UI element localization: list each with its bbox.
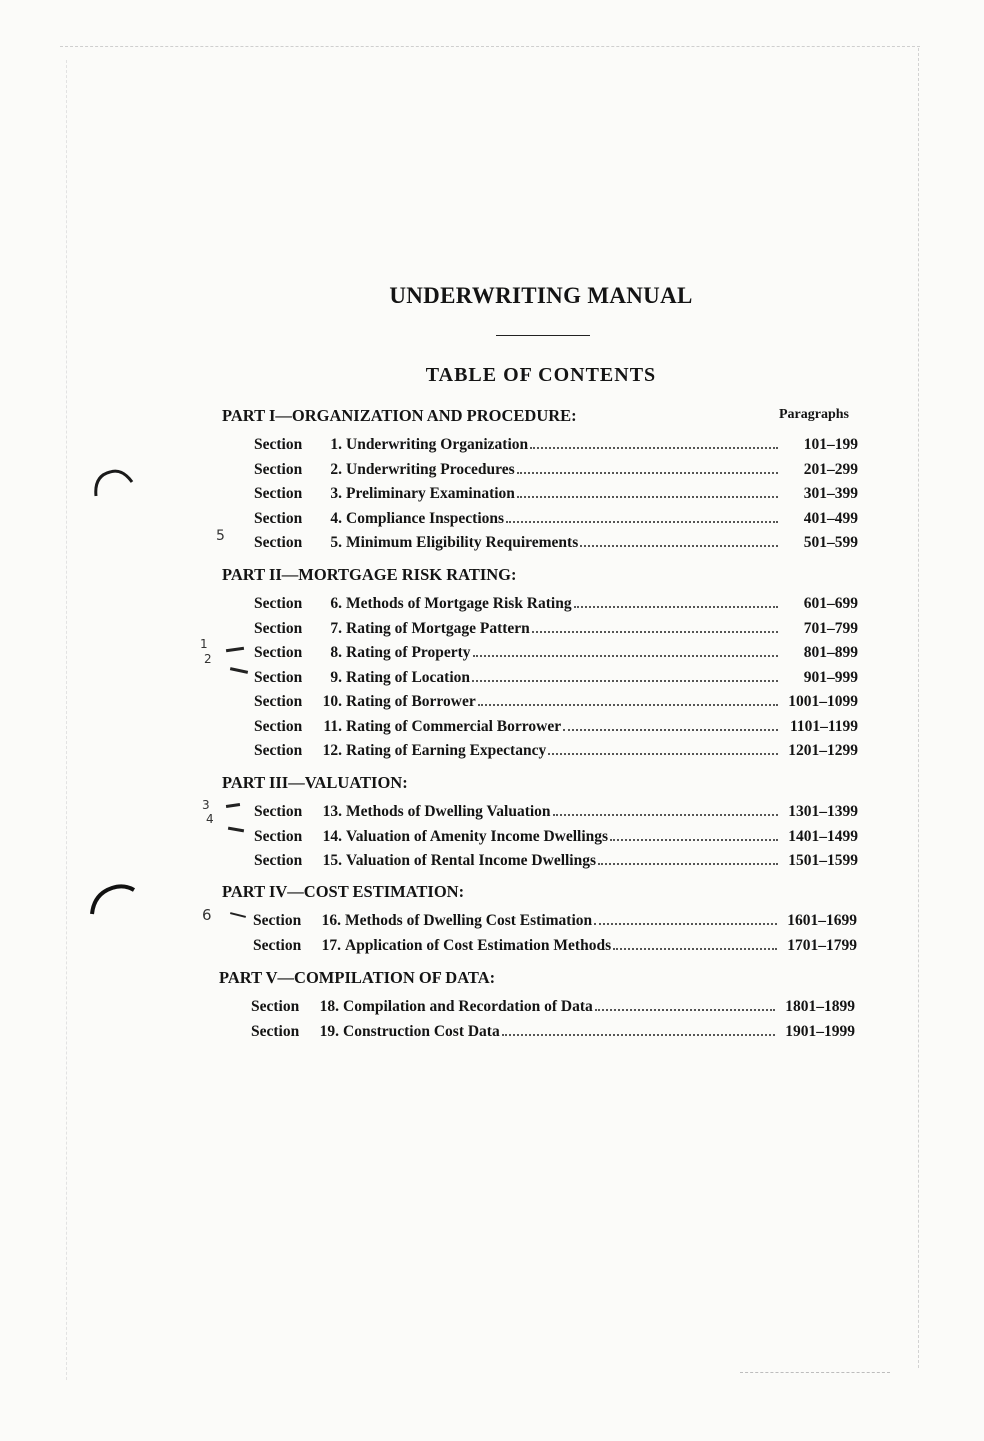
- toc-section-row: [253, 912, 857, 932]
- section-title: Construction Cost Data: [343, 1022, 500, 1040]
- section-title: Application of Cost Estimation Methods: [345, 936, 612, 954]
- section-title: Compliance Inspections: [346, 509, 505, 527]
- margin-note: 4: [206, 812, 214, 826]
- paragraph-range: 1801–1899: [785, 998, 855, 1015]
- dot-leader: [472, 679, 778, 682]
- section-title: Valuation of Amenity Income Dwellings: [346, 827, 609, 845]
- paragraph-range: 101–199: [803, 436, 858, 453]
- dot-leader: [548, 752, 778, 755]
- section-number: 9.: [330, 668, 342, 686]
- margin-note: 6: [202, 906, 212, 924]
- section-word: Section: [254, 717, 303, 735]
- dot-leader: [478, 703, 778, 706]
- paragraph-range: 1201–1299: [788, 742, 858, 759]
- section-title: Rating of Earning Expectancy: [346, 742, 547, 759]
- section-word: Section: [254, 827, 303, 845]
- section-word: Section: [254, 619, 303, 637]
- section-title: Methods of Dwelling Cost Estimation: [345, 912, 593, 929]
- section-number: 8.: [330, 644, 342, 661]
- section-word: Section: [254, 485, 303, 502]
- toc-section-row: [254, 620, 858, 640]
- dot-leader: [610, 838, 778, 841]
- section-word: Section: [254, 852, 303, 869]
- page-edge-top: [60, 46, 920, 47]
- dot-leader: [580, 544, 778, 547]
- section-word: Section: [254, 742, 303, 759]
- section-word: Section: [254, 534, 303, 551]
- margin-note: 5: [216, 528, 225, 544]
- section-number: 4.: [330, 509, 342, 527]
- dot-leader: [506, 520, 778, 523]
- toc-section-row: [254, 803, 858, 823]
- check-mark: [228, 827, 244, 833]
- paragraph-range: 301–399: [803, 485, 858, 502]
- paragraph-range: 1001–1099: [788, 693, 858, 710]
- section-number: 17.: [321, 936, 341, 954]
- toc-section-row: [254, 485, 858, 505]
- toc-part-heading: PART II—MORTGAGE RISK RATING:: [222, 565, 517, 584]
- toc-section-row: [251, 1023, 855, 1043]
- section-word: Section: [254, 644, 303, 661]
- section-title: Underwriting Procedures: [346, 460, 515, 478]
- dot-leader: [532, 630, 778, 633]
- toc-section-row: [254, 669, 858, 689]
- toc-section-row: [254, 436, 858, 456]
- toc-section-row: [254, 718, 858, 738]
- section-title: Preliminary Examination: [346, 485, 515, 502]
- section-number: 11.: [323, 717, 342, 735]
- section-title: Valuation of Rental Income Dwellings: [346, 852, 597, 869]
- toc-section-row: [254, 461, 858, 481]
- section-number: 13.: [322, 803, 342, 820]
- section-word: Section: [251, 998, 300, 1015]
- toc-section-row: [251, 998, 855, 1018]
- toc-section-row: [253, 937, 857, 957]
- toc-heading: TABLE OF CONTENTS: [425, 364, 657, 386]
- section-number: 5.: [330, 534, 342, 551]
- paragraph-range: 1601–1699: [787, 912, 857, 929]
- toc-part-heading: PART V—COMPILATION OF DATA:: [219, 968, 496, 987]
- toc-section-row: [254, 742, 858, 762]
- paragraphs-column-header: Paragraphs: [779, 407, 849, 422]
- paragraph-range: 601–699: [803, 595, 858, 612]
- paragraph-range: 1401–1499: [788, 827, 858, 845]
- section-number: 3.: [330, 485, 342, 502]
- paragraph-range: 1301–1399: [788, 803, 858, 820]
- section-title: Methods of Mortgage Risk Rating: [346, 595, 572, 612]
- paragraph-range: 401–499: [803, 509, 858, 527]
- toc-part-heading: PART III—VALUATION:: [222, 773, 408, 792]
- section-title: Rating of Property: [346, 644, 471, 661]
- check-mark: [226, 647, 244, 652]
- paragraph-range: 701–799: [803, 619, 858, 637]
- section-number: 14.: [322, 827, 342, 845]
- section-word: Section: [253, 912, 302, 929]
- paragraph-range: 801–899: [803, 644, 858, 661]
- section-title: Compilation and Recordation of Data: [343, 998, 593, 1015]
- toc-section-row: [254, 534, 858, 554]
- dot-leader: [595, 1008, 775, 1011]
- margin-note: 3: [202, 798, 210, 812]
- check-mark: [230, 912, 246, 918]
- section-title: Rating of Borrower: [346, 693, 476, 710]
- paragraph-range: 1901–1999: [785, 1022, 855, 1040]
- dot-leader: [517, 471, 778, 474]
- section-number: 19.: [319, 1022, 339, 1040]
- section-title: Methods of Dwelling Valuation: [346, 803, 551, 820]
- section-word: Section: [254, 460, 303, 478]
- section-title: Rating of Location: [346, 668, 470, 686]
- section-number: 18.: [319, 998, 339, 1015]
- page-edge-right: [918, 48, 919, 1368]
- title-rule: [496, 335, 590, 336]
- document-title: UNDERWRITING MANUAL: [389, 283, 693, 308]
- page-edge-left: [66, 60, 67, 1380]
- section-word: Section: [254, 803, 303, 820]
- paragraph-range: 501–599: [803, 534, 858, 551]
- check-mark: [230, 667, 248, 674]
- page-edge-bottom: [740, 1372, 890, 1373]
- margin-note: 1: [200, 637, 208, 651]
- toc-section-row: [254, 828, 858, 848]
- section-title: Rating of Commercial Borrower: [346, 717, 562, 735]
- toc-section-row: [254, 595, 858, 615]
- dot-leader: [553, 813, 778, 816]
- toc-part-heading: PART IV—COST ESTIMATION:: [222, 882, 465, 901]
- section-title: Underwriting Organization: [346, 436, 529, 453]
- margin-note: 2: [204, 652, 212, 666]
- dot-leader: [594, 922, 777, 925]
- dot-leader: [574, 605, 778, 608]
- dot-leader: [563, 728, 778, 731]
- section-number: 10.: [322, 693, 342, 710]
- paragraph-range: 1501–1599: [788, 852, 858, 869]
- paragraph-range: 201–299: [803, 460, 858, 478]
- paragraph-range: 901–999: [803, 668, 858, 686]
- dot-leader: [613, 947, 777, 950]
- section-number: 12.: [322, 742, 342, 759]
- paragraph-range: 1701–1799: [787, 936, 857, 954]
- dot-leader: [598, 862, 778, 865]
- dot-leader: [530, 446, 778, 449]
- section-number: 6.: [330, 595, 342, 612]
- section-word: Section: [254, 436, 303, 453]
- toc-section-row: [254, 644, 858, 664]
- toc-part-heading: PART I—ORGANIZATION AND PROCEDURE:: [222, 406, 577, 425]
- section-title: Rating of Mortgage Pattern: [346, 619, 530, 637]
- toc-section-row: [254, 852, 858, 872]
- section-word: Section: [254, 693, 303, 710]
- section-word: Section: [254, 509, 303, 527]
- section-word: Section: [253, 936, 302, 954]
- section-number: 1.: [330, 436, 342, 453]
- section-number: 15.: [322, 852, 342, 869]
- pen-stroke-mark: [88, 462, 138, 502]
- section-number: 16.: [321, 912, 341, 929]
- section-number: 2.: [330, 460, 342, 478]
- dot-leader: [502, 1033, 775, 1036]
- check-mark: [226, 803, 240, 808]
- paragraph-range: 1101–1199: [789, 717, 858, 735]
- toc-section-row: [254, 693, 858, 713]
- toc-section-row: [254, 510, 858, 530]
- pen-stroke-mark: [86, 878, 140, 918]
- section-number: 7.: [330, 619, 342, 637]
- section-word: Section: [254, 668, 303, 686]
- dot-leader: [473, 654, 778, 657]
- section-title: Minimum Eligibility Requirements: [346, 534, 579, 551]
- dot-leader: [517, 495, 778, 498]
- section-word: Section: [254, 595, 303, 612]
- section-word: Section: [251, 1022, 300, 1040]
